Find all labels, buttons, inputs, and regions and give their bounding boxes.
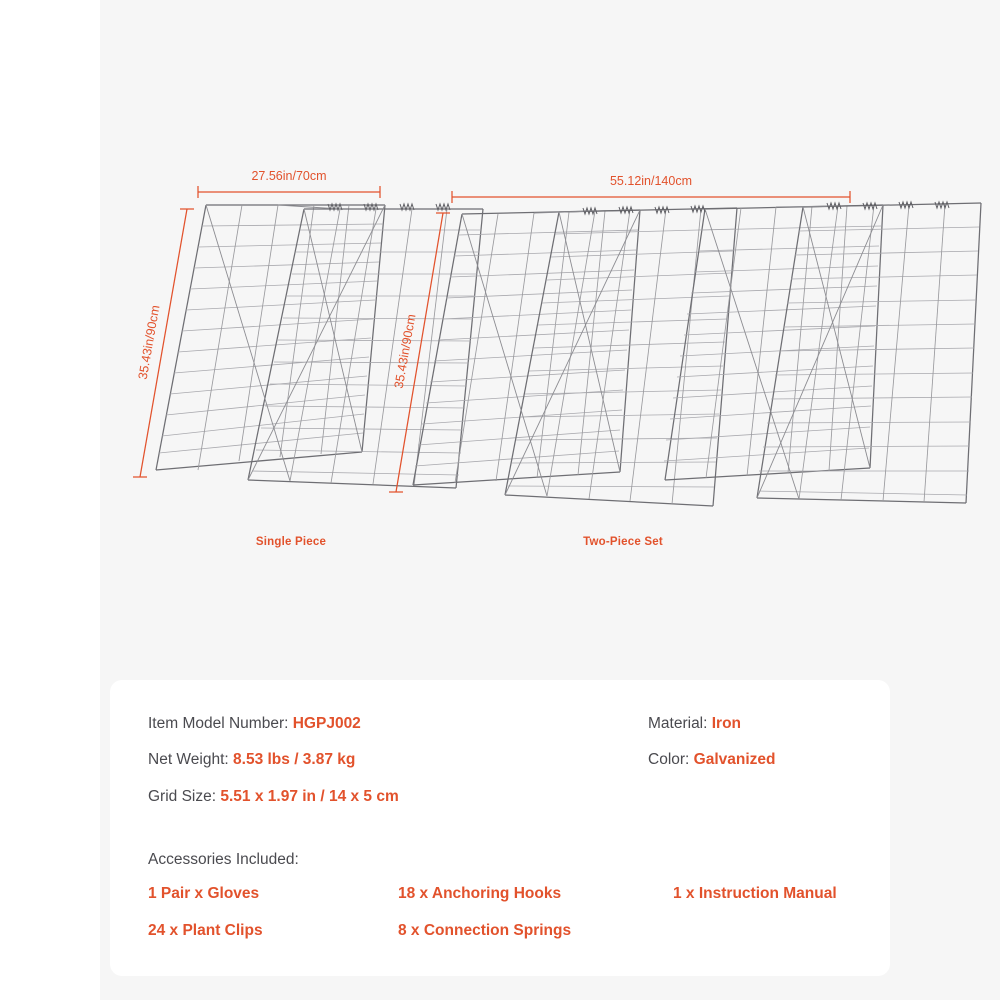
spec-column-left: [148, 714, 648, 823]
spec-label-model: Item Model Number:: [148, 715, 289, 732]
two-piece-left-back: [413, 210, 640, 485]
two-piece-height-label: 35.43in/90cm: [391, 313, 419, 390]
two-piece-width-label: 55.12in/140cm: [609, 174, 693, 188]
spec-row-net-weight: [148, 750, 648, 769]
spec-value-grid-size: 5.51 x 1.97 in / 14 x 5 cm: [220, 787, 399, 805]
product-diagram-area: [100, 0, 1000, 680]
spec-column-right: [648, 714, 860, 823]
single-height-dimension: [133, 209, 194, 477]
trellis-diagram: [100, 0, 1000, 680]
accessories-list: [148, 885, 860, 940]
spec-value-color: Galvanized: [693, 751, 776, 769]
spec-label-color: Color:: [648, 751, 690, 769]
spec-row-color: [648, 750, 860, 769]
single-piece-trellis: [133, 169, 483, 548]
accessory-spacer: [673, 922, 860, 940]
spec-row-material: [648, 714, 860, 733]
accessories-title: Accessories Included:: [148, 851, 299, 869]
two-piece-width-dimension: [452, 174, 850, 203]
accessory-item: 8 x Connection Springs: [398, 922, 572, 940]
spec-label-net-weight: Net Weight:: [148, 751, 229, 769]
accessory-item: 1 Pair x Gloves: [148, 885, 260, 903]
accessory-item: 1 x Instruction Manual: [673, 885, 837, 903]
spec-value-model: HGPJ002: [292, 715, 361, 732]
single-piece-label: Single Piece: [255, 536, 327, 548]
spec-row-grid-size: [148, 787, 648, 806]
accessory-item: 24 x Plant Clips: [148, 922, 263, 940]
single-width-label: 27.56in/70cm: [251, 169, 327, 183]
single-height-label: 35.43in/90cm: [135, 304, 163, 381]
spec-value-material: Iron: [711, 715, 742, 732]
accessory-item: 18 x Anchoring Hooks: [398, 885, 562, 903]
spec-label-material: Material:: [648, 715, 708, 732]
two-piece-label: Two-Piece Set: [583, 536, 663, 548]
single-width-dimension: [198, 169, 380, 198]
two-piece-right-front: [705, 203, 981, 503]
spec-row-model: [148, 714, 648, 733]
spec-columns: [148, 714, 860, 823]
single-back-panel: [156, 205, 385, 470]
spec-label-grid-size: Grid Size:: [148, 787, 217, 805]
spec-value-net-weight: 8.53 lbs / 3.87 kg: [233, 751, 356, 769]
specification-card: [110, 680, 890, 976]
